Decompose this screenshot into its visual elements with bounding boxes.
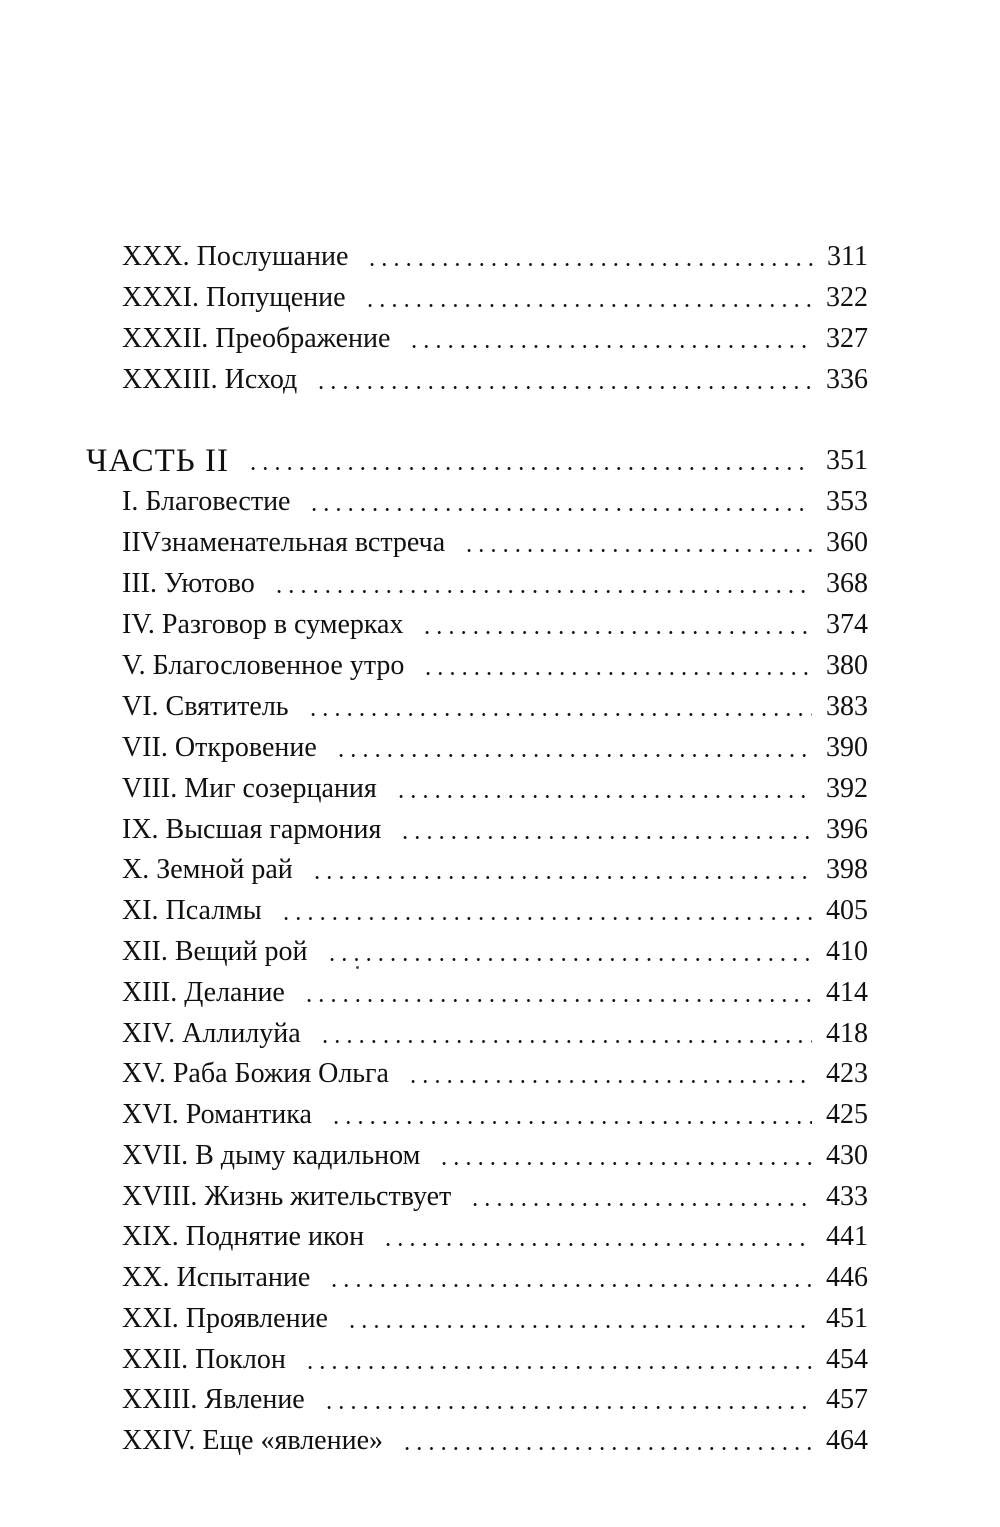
toc-entry-page: 396: [826, 814, 868, 845]
toc-entry-title: XXIV. Еще «явление»: [122, 1425, 383, 1456]
toc-entry-title: IX. Высшая гармония: [122, 814, 382, 845]
dot-leader: [414, 649, 820, 683]
toc-entry-page: 322: [826, 282, 868, 313]
dot-leader: [393, 1424, 820, 1458]
toc-entry-title: XXXII. Преображение: [122, 323, 391, 354]
toc-entry: [122, 1337, 868, 1377]
toc-entry: [122, 766, 868, 806]
toc-entry: [122, 807, 868, 847]
toc-entry: [122, 1418, 868, 1458]
toc-entry: [122, 725, 868, 765]
toc-entry-page: 430: [826, 1140, 868, 1171]
dot-leader: [315, 1383, 820, 1417]
toc-entry-page: 418: [826, 1018, 868, 1049]
toc-entry-title: IIVзнаменательная встреча: [122, 527, 446, 558]
toc-entry-title: XIII. Делание: [122, 977, 285, 1008]
dot-leader: [272, 894, 820, 928]
toc-entry-page: 336: [826, 364, 868, 395]
toc-entry-title: XIX. Поднятие икон: [122, 1221, 365, 1252]
toc-entry: [122, 479, 868, 519]
toc-entry-page: 451: [826, 1303, 868, 1334]
toc-entry-title: XVI. Романтика: [122, 1099, 312, 1130]
dot-leader: [338, 1302, 820, 1336]
dot-leader: [322, 1098, 820, 1132]
toc-entry-page: 414: [826, 977, 868, 1008]
toc-entry: [122, 643, 868, 683]
toc-entry: [122, 970, 868, 1010]
toc-entry-page: 360: [826, 527, 868, 558]
toc-entry: [122, 275, 868, 315]
dot-leader: [307, 363, 820, 397]
toc-entry-page: 410: [826, 936, 868, 967]
dot-leader: [296, 1343, 820, 1377]
toc-entry: [122, 847, 868, 887]
toc-entry-title: XI. Псалмы: [122, 895, 262, 926]
toc-entry-page: 423: [826, 1058, 868, 1089]
dot-leader: [311, 1017, 820, 1051]
part-heading-title: ЧАСТЬ II: [86, 443, 229, 479]
dot-leader: [413, 608, 820, 642]
toc-entry-page: 433: [826, 1181, 868, 1212]
dot-leader: [399, 1057, 820, 1091]
toc-entry-title: V. Благословенное утро: [122, 650, 405, 681]
toc-entry-title: XXX. Послушание: [122, 241, 349, 272]
toc-entry-title: VII. Откровение: [122, 732, 317, 763]
toc-entry-title: IV. Разговор в сумерках: [122, 609, 404, 640]
toc-entry: [122, 1011, 868, 1051]
dot-leader: [391, 813, 820, 847]
part-heading-page: 351: [826, 445, 868, 476]
toc-entry: [122, 888, 868, 928]
toc-entry-title: X. Земной рай: [122, 854, 293, 885]
toc-entry: [122, 1255, 868, 1295]
dot-leader: [303, 853, 820, 887]
dot-leader: [374, 1220, 820, 1254]
toc-entry-title: XIV. Аллилуйа: [122, 1018, 301, 1049]
dot-leader: [320, 1261, 820, 1295]
dot-leader: [387, 772, 820, 806]
toc-entry-title: XX. Испытание: [122, 1262, 311, 1293]
toc-entry-title: XVII. В дыму кадильном: [122, 1140, 421, 1171]
toc-entry-page: 446: [826, 1262, 868, 1293]
toc-entry-title: XXIII. Явление: [122, 1384, 305, 1415]
dot-leader: [318, 935, 821, 969]
toc-entry: [122, 1174, 868, 1214]
toc-entry: [122, 520, 868, 560]
toc-entry-title: VIII. Миг созерцания: [122, 773, 377, 804]
dot-leader: [358, 240, 821, 274]
part-heading: [86, 438, 868, 478]
toc-entry-page: 392: [826, 773, 868, 804]
toc-entry-page: 368: [826, 568, 868, 599]
print-speck: [356, 966, 359, 969]
dot-leader: [299, 690, 820, 724]
toc-entry-title: III. Уютово: [122, 568, 255, 599]
toc-entry-title: XXXIII. Исход: [122, 364, 298, 395]
toc-entry: [122, 929, 868, 969]
toc-entry-page: 425: [826, 1099, 868, 1130]
dot-leader: [295, 976, 820, 1010]
dot-leader: [265, 567, 820, 601]
toc-entry: [122, 1133, 868, 1173]
toc-entry: [122, 1377, 868, 1417]
toc-entry-page: 390: [826, 732, 868, 763]
toc-entry-page: 311: [827, 241, 868, 272]
toc-entry: [122, 1214, 868, 1254]
dot-leader: [400, 322, 820, 356]
toc-entry-title: XVIII. Жизнь жительствует: [122, 1181, 452, 1212]
dot-leader: [455, 526, 820, 560]
toc-entry-title: XXXI. Попущение: [122, 282, 346, 313]
toc-entry-page: 327: [826, 323, 868, 354]
dot-leader: [300, 485, 820, 519]
dot-leader: [356, 281, 820, 315]
toc-entry: [122, 316, 868, 356]
toc-entry-page: 398: [826, 854, 868, 885]
toc-entry-page: 353: [826, 486, 868, 517]
toc-entry: [122, 1092, 868, 1132]
toc-entry: [122, 357, 868, 397]
dot-leader: [327, 731, 820, 765]
dot-leader: [239, 444, 820, 478]
toc-entry: [122, 1296, 868, 1336]
dot-leader: [461, 1180, 820, 1214]
toc-entry: [122, 684, 868, 724]
toc-entry-page: 457: [826, 1384, 868, 1415]
toc-entry: [122, 234, 868, 274]
toc-entry-title: I. Благовестие: [122, 486, 291, 517]
toc-entry-page: 380: [826, 650, 868, 681]
toc-entry-title: VI. Святитель: [122, 691, 289, 722]
toc-entry-page: 441: [826, 1221, 868, 1252]
toc-entry-page: 405: [826, 895, 868, 926]
toc-entry-title: XII. Вещий рой: [122, 936, 308, 967]
toc-entry-title: XXI. Проявление: [122, 1303, 328, 1334]
toc-entry-page: 454: [826, 1344, 868, 1375]
dot-leader: [430, 1139, 820, 1173]
toc-entry-title: XV. Раба Божия Ольга: [122, 1058, 389, 1089]
toc-entry: [122, 1051, 868, 1091]
toc-entry-title: XXII. Поклон: [122, 1344, 286, 1375]
toc-entry: [122, 561, 868, 601]
toc-entry-page: 464: [826, 1425, 868, 1456]
toc-entry-page: 374: [826, 609, 868, 640]
toc-entry-page: 383: [826, 691, 868, 722]
toc-entry: [122, 602, 868, 642]
